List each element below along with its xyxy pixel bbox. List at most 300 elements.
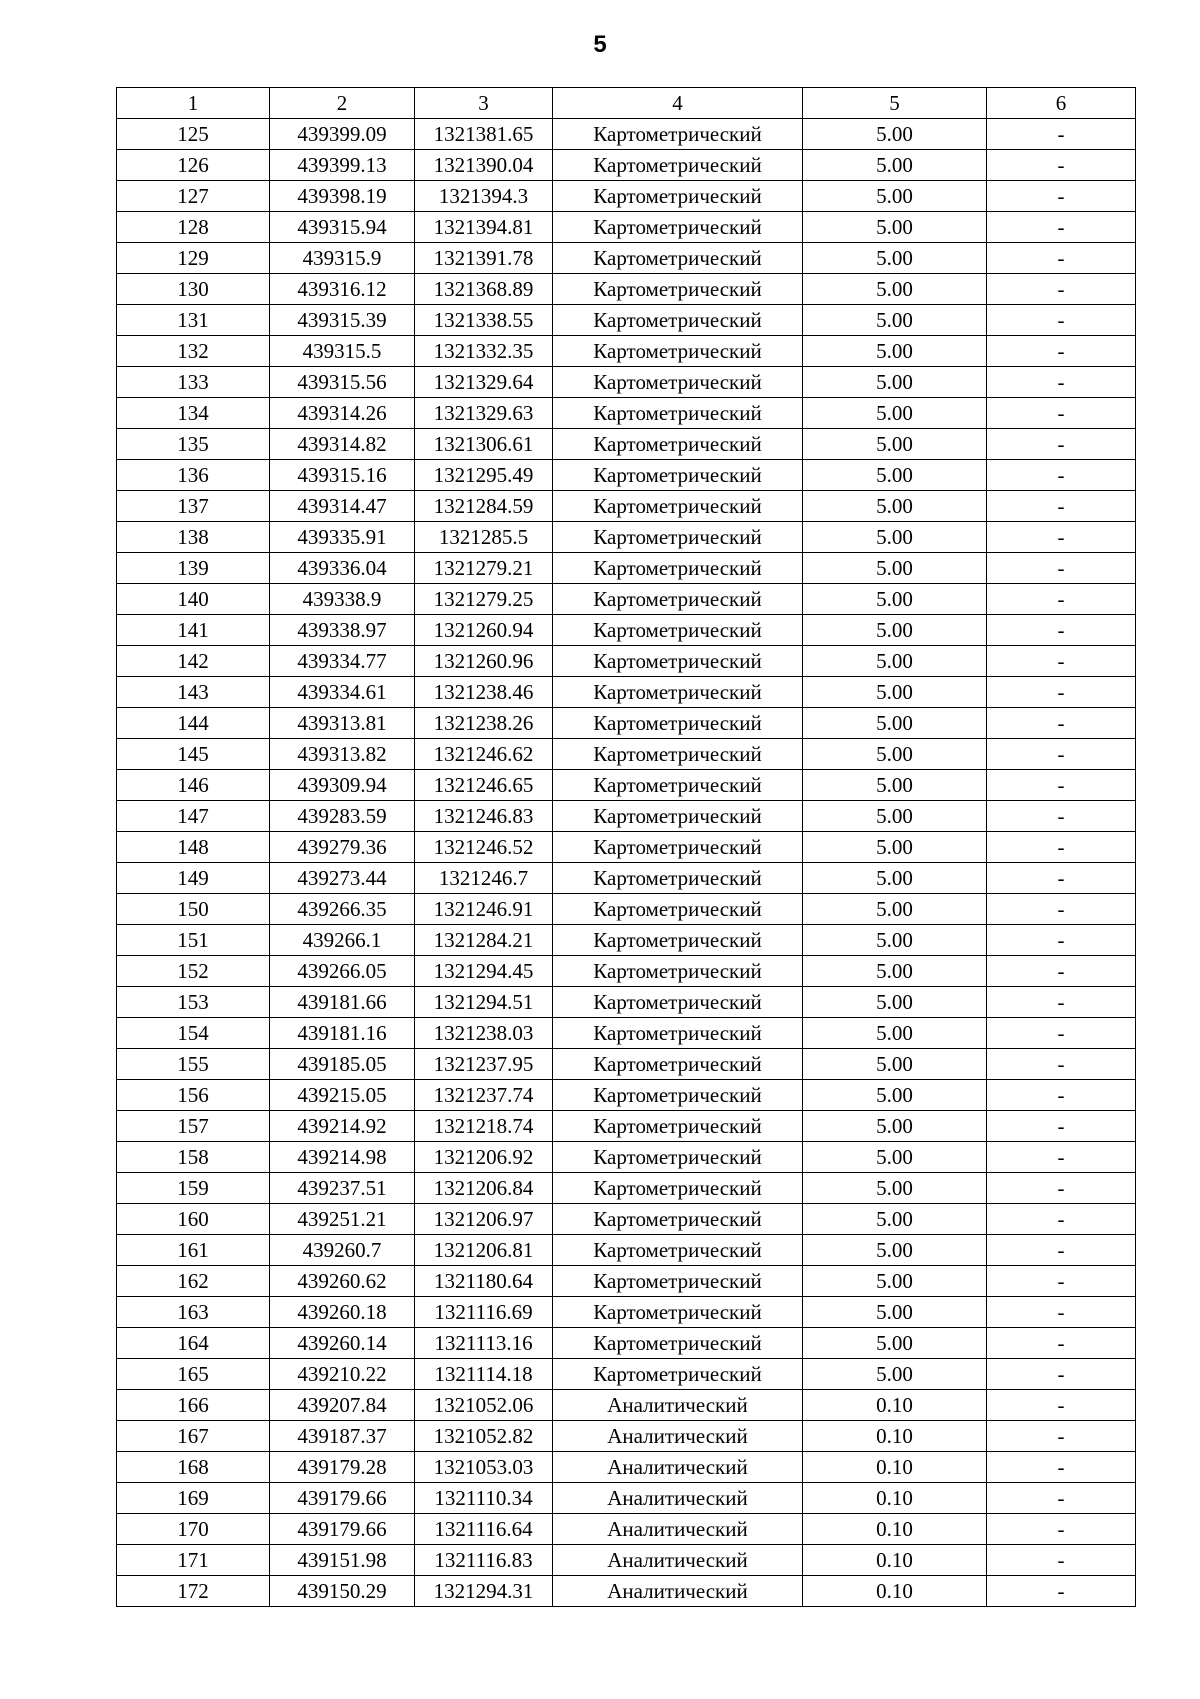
accuracy-cell: 5.00 [803, 1266, 987, 1297]
note-cell: - [987, 925, 1136, 956]
y-coordinate-cell: 1321391.78 [415, 243, 553, 274]
method-cell: Аналитический [553, 1514, 803, 1545]
method-cell: Аналитический [553, 1545, 803, 1576]
point-number-cell: 133 [117, 367, 270, 398]
point-number-cell: 132 [117, 336, 270, 367]
column-header: 1 [117, 88, 270, 119]
accuracy-cell: 5.00 [803, 150, 987, 181]
table-row [117, 615, 1136, 646]
x-coordinate-cell: 439335.91 [270, 522, 415, 553]
note-cell: - [987, 1576, 1136, 1607]
method-cell: Картометрический [553, 1018, 803, 1049]
table-row [117, 491, 1136, 522]
column-header: 6 [987, 88, 1136, 119]
point-number-cell: 127 [117, 181, 270, 212]
note-cell: - [987, 987, 1136, 1018]
method-cell: Картометрический [553, 1328, 803, 1359]
column-header: 5 [803, 88, 987, 119]
point-number-cell: 137 [117, 491, 270, 522]
accuracy-cell: 5.00 [803, 429, 987, 460]
x-coordinate-cell: 439315.9 [270, 243, 415, 274]
method-cell: Картометрический [553, 367, 803, 398]
point-number-cell: 144 [117, 708, 270, 739]
accuracy-cell: 5.00 [803, 1173, 987, 1204]
y-coordinate-cell: 1321329.63 [415, 398, 553, 429]
y-coordinate-cell: 1321390.04 [415, 150, 553, 181]
table-row [117, 212, 1136, 243]
note-cell: - [987, 491, 1136, 522]
table-row [117, 677, 1136, 708]
note-cell: - [987, 1483, 1136, 1514]
y-coordinate-cell: 1321113.16 [415, 1328, 553, 1359]
table-row [117, 1328, 1136, 1359]
point-number-cell: 169 [117, 1483, 270, 1514]
y-coordinate-cell: 1321052.06 [415, 1390, 553, 1421]
method-cell: Картометрический [553, 770, 803, 801]
accuracy-cell: 5.00 [803, 491, 987, 522]
note-cell: - [987, 1235, 1136, 1266]
note-cell: - [987, 305, 1136, 336]
accuracy-cell: 5.00 [803, 1018, 987, 1049]
point-number-cell: 129 [117, 243, 270, 274]
table-row [117, 832, 1136, 863]
x-coordinate-cell: 439314.47 [270, 491, 415, 522]
accuracy-cell: 5.00 [803, 1359, 987, 1390]
column-header: 3 [415, 88, 553, 119]
x-coordinate-cell: 439260.18 [270, 1297, 415, 1328]
point-number-cell: 138 [117, 522, 270, 553]
x-coordinate-cell: 439237.51 [270, 1173, 415, 1204]
note-cell: - [987, 1266, 1136, 1297]
table-row [117, 305, 1136, 336]
method-cell: Картометрический [553, 925, 803, 956]
note-cell: - [987, 1173, 1136, 1204]
note-cell: - [987, 894, 1136, 925]
method-cell: Картометрический [553, 460, 803, 491]
x-coordinate-cell: 439266.1 [270, 925, 415, 956]
x-coordinate-cell: 439316.12 [270, 274, 415, 305]
y-coordinate-cell: 1321260.96 [415, 646, 553, 677]
y-coordinate-cell: 1321116.83 [415, 1545, 553, 1576]
y-coordinate-cell: 1321238.46 [415, 677, 553, 708]
y-coordinate-cell: 1321206.81 [415, 1235, 553, 1266]
note-cell: - [987, 1359, 1136, 1390]
y-coordinate-cell: 1321260.94 [415, 615, 553, 646]
y-coordinate-cell: 1321238.26 [415, 708, 553, 739]
y-coordinate-cell: 1321218.74 [415, 1111, 553, 1142]
x-coordinate-cell: 439181.66 [270, 987, 415, 1018]
note-cell: - [987, 1452, 1136, 1483]
note-cell: - [987, 1142, 1136, 1173]
point-number-cell: 136 [117, 460, 270, 491]
accuracy-cell: 0.10 [803, 1390, 987, 1421]
x-coordinate-cell: 439315.39 [270, 305, 415, 336]
table-row [117, 1111, 1136, 1142]
y-coordinate-cell: 1321238.03 [415, 1018, 553, 1049]
table-row [117, 1173, 1136, 1204]
point-number-cell: 142 [117, 646, 270, 677]
note-cell: - [987, 1297, 1136, 1328]
x-coordinate-cell: 439179.66 [270, 1483, 415, 1514]
method-cell: Картометрический [553, 1359, 803, 1390]
x-coordinate-cell: 439399.13 [270, 150, 415, 181]
table-row [117, 1018, 1136, 1049]
accuracy-cell: 5.00 [803, 367, 987, 398]
point-number-cell: 171 [117, 1545, 270, 1576]
accuracy-cell: 5.00 [803, 243, 987, 274]
accuracy-cell: 5.00 [803, 460, 987, 491]
y-coordinate-cell: 1321246.91 [415, 894, 553, 925]
y-coordinate-cell: 1321294.51 [415, 987, 553, 1018]
y-coordinate-cell: 1321295.49 [415, 460, 553, 491]
method-cell: Картометрический [553, 646, 803, 677]
point-number-cell: 145 [117, 739, 270, 770]
x-coordinate-cell: 439266.05 [270, 956, 415, 987]
note-cell: - [987, 1514, 1136, 1545]
y-coordinate-cell: 1321206.97 [415, 1204, 553, 1235]
y-coordinate-cell: 1321237.95 [415, 1049, 553, 1080]
point-number-cell: 162 [117, 1266, 270, 1297]
method-cell: Картометрический [553, 181, 803, 212]
note-cell: - [987, 274, 1136, 305]
note-cell: - [987, 677, 1136, 708]
accuracy-cell: 5.00 [803, 646, 987, 677]
note-cell: - [987, 1390, 1136, 1421]
point-number-cell: 135 [117, 429, 270, 460]
method-cell: Картометрический [553, 708, 803, 739]
table-row [117, 1545, 1136, 1576]
table-row [117, 1080, 1136, 1111]
x-coordinate-cell: 439315.5 [270, 336, 415, 367]
column-header: 4 [553, 88, 803, 119]
accuracy-cell: 5.00 [803, 212, 987, 243]
table-row [117, 274, 1136, 305]
point-number-cell: 170 [117, 1514, 270, 1545]
accuracy-cell: 5.00 [803, 181, 987, 212]
accuracy-cell: 5.00 [803, 956, 987, 987]
table-row [117, 925, 1136, 956]
x-coordinate-cell: 439314.26 [270, 398, 415, 429]
y-coordinate-cell: 1321116.64 [415, 1514, 553, 1545]
note-cell: - [987, 1111, 1136, 1142]
point-number-cell: 164 [117, 1328, 270, 1359]
y-coordinate-cell: 1321237.74 [415, 1080, 553, 1111]
point-number-cell: 125 [117, 119, 270, 150]
method-cell: Картометрический [553, 398, 803, 429]
table-row [117, 1576, 1136, 1607]
y-coordinate-cell: 1321246.65 [415, 770, 553, 801]
y-coordinate-cell: 1321294.45 [415, 956, 553, 987]
note-cell: - [987, 708, 1136, 739]
method-cell: Картометрический [553, 243, 803, 274]
point-number-cell: 159 [117, 1173, 270, 1204]
x-coordinate-cell: 439260.14 [270, 1328, 415, 1359]
table-row [117, 801, 1136, 832]
y-coordinate-cell: 1321206.92 [415, 1142, 553, 1173]
note-cell: - [987, 460, 1136, 491]
table-row [117, 150, 1136, 181]
table-row [117, 398, 1136, 429]
method-cell: Картометрический [553, 1111, 803, 1142]
accuracy-cell: 5.00 [803, 1204, 987, 1235]
y-coordinate-cell: 1321279.25 [415, 584, 553, 615]
method-cell: Картометрический [553, 429, 803, 460]
accuracy-cell: 5.00 [803, 987, 987, 1018]
note-cell: - [987, 832, 1136, 863]
x-coordinate-cell: 439215.05 [270, 1080, 415, 1111]
note-cell: - [987, 1421, 1136, 1452]
y-coordinate-cell: 1321206.84 [415, 1173, 553, 1204]
accuracy-cell: 5.00 [803, 708, 987, 739]
method-cell: Картометрический [553, 956, 803, 987]
table-row [117, 1235, 1136, 1266]
y-coordinate-cell: 1321381.65 [415, 119, 553, 150]
y-coordinate-cell: 1321294.31 [415, 1576, 553, 1607]
x-coordinate-cell: 439309.94 [270, 770, 415, 801]
method-cell: Картометрический [553, 1049, 803, 1080]
x-coordinate-cell: 439150.29 [270, 1576, 415, 1607]
method-cell: Картометрический [553, 677, 803, 708]
table-row [117, 119, 1136, 150]
point-number-cell: 149 [117, 863, 270, 894]
note-cell: - [987, 863, 1136, 894]
method-cell: Картометрический [553, 739, 803, 770]
point-number-cell: 139 [117, 553, 270, 584]
x-coordinate-cell: 439315.94 [270, 212, 415, 243]
table-row [117, 1204, 1136, 1235]
note-cell: - [987, 553, 1136, 584]
y-coordinate-cell: 1321110.34 [415, 1483, 553, 1514]
x-coordinate-cell: 439151.98 [270, 1545, 415, 1576]
column-header: 2 [270, 88, 415, 119]
point-number-cell: 160 [117, 1204, 270, 1235]
table-header-row [117, 88, 1136, 119]
y-coordinate-cell: 1321332.35 [415, 336, 553, 367]
y-coordinate-cell: 1321306.61 [415, 429, 553, 460]
accuracy-cell: 5.00 [803, 119, 987, 150]
note-cell: - [987, 336, 1136, 367]
method-cell: Аналитический [553, 1452, 803, 1483]
table-row [117, 1142, 1136, 1173]
note-cell: - [987, 584, 1136, 615]
accuracy-cell: 5.00 [803, 801, 987, 832]
x-coordinate-cell: 439336.04 [270, 553, 415, 584]
x-coordinate-cell: 439181.16 [270, 1018, 415, 1049]
x-coordinate-cell: 439179.28 [270, 1452, 415, 1483]
point-number-cell: 172 [117, 1576, 270, 1607]
accuracy-cell: 5.00 [803, 274, 987, 305]
accuracy-cell: 0.10 [803, 1421, 987, 1452]
table-row [117, 1266, 1136, 1297]
method-cell: Картометрический [553, 987, 803, 1018]
accuracy-cell: 5.00 [803, 1235, 987, 1266]
table-row [117, 336, 1136, 367]
accuracy-cell: 0.10 [803, 1545, 987, 1576]
accuracy-cell: 5.00 [803, 398, 987, 429]
point-number-cell: 163 [117, 1297, 270, 1328]
point-number-cell: 126 [117, 150, 270, 181]
point-number-cell: 152 [117, 956, 270, 987]
accuracy-cell: 5.00 [803, 1328, 987, 1359]
page-number: 5 [593, 31, 607, 58]
method-cell: Картометрический [553, 863, 803, 894]
method-cell: Картометрический [553, 1142, 803, 1173]
x-coordinate-cell: 439338.9 [270, 584, 415, 615]
point-number-cell: 165 [117, 1359, 270, 1390]
note-cell: - [987, 1545, 1136, 1576]
table-row [117, 646, 1136, 677]
method-cell: Картометрический [553, 1080, 803, 1111]
table-row [117, 894, 1136, 925]
point-number-cell: 153 [117, 987, 270, 1018]
y-coordinate-cell: 1321116.69 [415, 1297, 553, 1328]
x-coordinate-cell: 439260.7 [270, 1235, 415, 1266]
accuracy-cell: 5.00 [803, 1080, 987, 1111]
x-coordinate-cell: 439214.92 [270, 1111, 415, 1142]
note-cell: - [987, 150, 1136, 181]
point-number-cell: 155 [117, 1049, 270, 1080]
y-coordinate-cell: 1321394.3 [415, 181, 553, 212]
table-row [117, 429, 1136, 460]
note-cell: - [987, 119, 1136, 150]
coordinates-table [116, 87, 1136, 1607]
point-number-cell: 151 [117, 925, 270, 956]
accuracy-cell: 5.00 [803, 894, 987, 925]
table-row [117, 460, 1136, 491]
table-row [117, 1359, 1136, 1390]
point-number-cell: 148 [117, 832, 270, 863]
x-coordinate-cell: 439315.56 [270, 367, 415, 398]
table-row [117, 522, 1136, 553]
point-number-cell: 168 [117, 1452, 270, 1483]
accuracy-cell: 0.10 [803, 1514, 987, 1545]
accuracy-cell: 5.00 [803, 305, 987, 336]
table-row [117, 1049, 1136, 1080]
method-cell: Картометрический [553, 553, 803, 584]
method-cell: Картометрический [553, 491, 803, 522]
table-row [117, 863, 1136, 894]
x-coordinate-cell: 439260.62 [270, 1266, 415, 1297]
note-cell: - [987, 770, 1136, 801]
accuracy-cell: 5.00 [803, 1049, 987, 1080]
accuracy-cell: 5.00 [803, 1111, 987, 1142]
table-row [117, 987, 1136, 1018]
note-cell: - [987, 367, 1136, 398]
x-coordinate-cell: 439187.37 [270, 1421, 415, 1452]
note-cell: - [987, 1328, 1136, 1359]
accuracy-cell: 0.10 [803, 1576, 987, 1607]
x-coordinate-cell: 439313.82 [270, 739, 415, 770]
point-number-cell: 166 [117, 1390, 270, 1421]
y-coordinate-cell: 1321246.83 [415, 801, 553, 832]
method-cell: Картометрический [553, 1204, 803, 1235]
note-cell: - [987, 1080, 1136, 1111]
method-cell: Картометрический [553, 1266, 803, 1297]
y-coordinate-cell: 1321284.21 [415, 925, 553, 956]
note-cell: - [987, 1018, 1136, 1049]
point-number-cell: 140 [117, 584, 270, 615]
table-row [117, 708, 1136, 739]
method-cell: Аналитический [553, 1576, 803, 1607]
accuracy-cell: 0.10 [803, 1483, 987, 1514]
method-cell: Картометрический [553, 1235, 803, 1266]
accuracy-cell: 5.00 [803, 770, 987, 801]
method-cell: Картометрический [553, 212, 803, 243]
note-cell: - [987, 243, 1136, 274]
y-coordinate-cell: 1321246.52 [415, 832, 553, 863]
y-coordinate-cell: 1321052.82 [415, 1421, 553, 1452]
point-number-cell: 161 [117, 1235, 270, 1266]
table-row [117, 1452, 1136, 1483]
table-row [117, 1297, 1136, 1328]
point-number-cell: 147 [117, 801, 270, 832]
note-cell: - [987, 212, 1136, 243]
method-cell: Картометрический [553, 615, 803, 646]
x-coordinate-cell: 439207.84 [270, 1390, 415, 1421]
point-number-cell: 154 [117, 1018, 270, 1049]
y-coordinate-cell: 1321284.59 [415, 491, 553, 522]
accuracy-cell: 5.00 [803, 832, 987, 863]
point-number-cell: 134 [117, 398, 270, 429]
accuracy-cell: 5.00 [803, 553, 987, 584]
accuracy-cell: 5.00 [803, 584, 987, 615]
method-cell: Картометрический [553, 894, 803, 925]
point-number-cell: 146 [117, 770, 270, 801]
accuracy-cell: 5.00 [803, 677, 987, 708]
method-cell: Картометрический [553, 832, 803, 863]
y-coordinate-cell: 1321285.5 [415, 522, 553, 553]
method-cell: Картометрический [553, 305, 803, 336]
x-coordinate-cell: 439338.97 [270, 615, 415, 646]
accuracy-cell: 5.00 [803, 336, 987, 367]
x-coordinate-cell: 439214.98 [270, 1142, 415, 1173]
point-number-cell: 128 [117, 212, 270, 243]
note-cell: - [987, 429, 1136, 460]
y-coordinate-cell: 1321246.7 [415, 863, 553, 894]
x-coordinate-cell: 439283.59 [270, 801, 415, 832]
note-cell: - [987, 398, 1136, 429]
table-row [117, 956, 1136, 987]
table-row [117, 181, 1136, 212]
method-cell: Картометрический [553, 119, 803, 150]
y-coordinate-cell: 1321246.62 [415, 739, 553, 770]
x-coordinate-cell: 439313.81 [270, 708, 415, 739]
table-row [117, 1483, 1136, 1514]
x-coordinate-cell: 439266.35 [270, 894, 415, 925]
table-row [117, 739, 1136, 770]
accuracy-cell: 5.00 [803, 1297, 987, 1328]
note-cell: - [987, 1049, 1136, 1080]
table-row [117, 367, 1136, 398]
note-cell: - [987, 1204, 1136, 1235]
y-coordinate-cell: 1321368.89 [415, 274, 553, 305]
x-coordinate-cell: 439399.09 [270, 119, 415, 150]
note-cell: - [987, 739, 1136, 770]
accuracy-cell: 5.00 [803, 615, 987, 646]
y-coordinate-cell: 1321053.03 [415, 1452, 553, 1483]
table-row [117, 584, 1136, 615]
method-cell: Картометрический [553, 150, 803, 181]
x-coordinate-cell: 439315.16 [270, 460, 415, 491]
y-coordinate-cell: 1321180.64 [415, 1266, 553, 1297]
method-cell: Аналитический [553, 1483, 803, 1514]
table-row [117, 1421, 1136, 1452]
x-coordinate-cell: 439210.22 [270, 1359, 415, 1390]
table-row [117, 553, 1136, 584]
method-cell: Картометрический [553, 584, 803, 615]
y-coordinate-cell: 1321338.55 [415, 305, 553, 336]
point-number-cell: 150 [117, 894, 270, 925]
